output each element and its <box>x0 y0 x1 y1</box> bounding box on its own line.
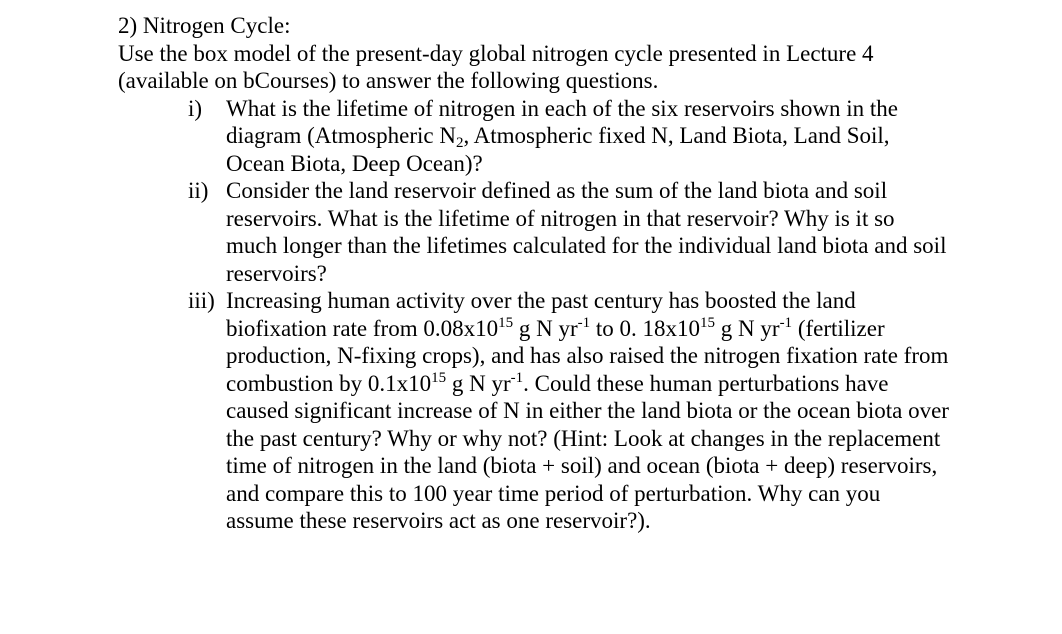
question-line: Increasing human activity over the past century has boosted the land <box>226 288 856 313</box>
question-line: combustion by $0.1x10^{15}$ g N $yr^{-1}$. Could these human perturbations have <box>226 369 889 396</box>
document-body <box>118 12 1018 535</box>
question-line: caused significant increase of N in either the land biota or the ocean biota over <box>226 398 949 423</box>
question-line: much longer than the lifetimes calculated for the individual land biota and soil <box>226 233 947 258</box>
question-number: i) <box>188 95 203 121</box>
question-line: biofixation rate from $0.08x10^{15}$ g N $yr^{-1}$ to 0. $18x10^{15}$ g N $yr^{-1}$ (fertilizer <box>226 314 885 341</box>
question-line: the past century? Why or why not? (Hint: Look at changes in the replacement <box>226 425 941 451</box>
question-line: What is the lifetime of nitrogen in each of the six reservoirs shown in the <box>226 95 898 121</box>
question-line: reservoirs. What is the lifetime of nitrogen in that reservoir? Why is it so <box>226 205 895 231</box>
question-ii <box>118 177 1018 287</box>
superscript: 15 <box>700 314 716 331</box>
question-line: assume these reservoirs act as one reservoir?). <box>226 508 651 533</box>
intro-line: Use the box model of the present-day global nitrogen cycle presented in Lecture 4 <box>118 40 874 66</box>
question-line: and compare this to 100 year time period of perturbation. Why can you <box>226 480 881 506</box>
question-line: production, N-fixing crops), and has also raised the nitrogen fixation rate from <box>226 343 949 368</box>
question-list <box>118 95 1018 535</box>
question-i <box>118 95 1018 178</box>
question-line: Consider the land reservoir defined as the sum of the land biota and soil <box>226 178 888 203</box>
superscript: -1 <box>510 369 524 386</box>
question-iii <box>118 287 1018 535</box>
question-line: diagram (Atmospheric $N_2$, Atmospheric fixed N, Land Biota, Land Soil, <box>226 123 890 151</box>
superscript: 15 <box>498 314 514 331</box>
superscript: -1 <box>779 314 793 331</box>
question-line: time of nitrogen in the land (biota + soil) and ocean (biota + deep) reservoirs, <box>226 453 938 478</box>
subscript: 2 <box>455 135 464 151</box>
superscript: 15 <box>431 369 447 386</box>
question-line: reservoirs? <box>226 260 327 286</box>
superscript: -1 <box>577 314 591 331</box>
section-heading: 2) Nitrogen Cycle: <box>118 13 291 38</box>
question-line: Ocean Biota, Deep Ocean)? <box>226 150 483 176</box>
question-number: iii) <box>188 288 215 313</box>
question-number: ii) <box>188 178 209 203</box>
intro-line: (available on bCourses) to answer the following questions. <box>118 68 659 93</box>
intro-paragraph <box>118 40 1018 95</box>
